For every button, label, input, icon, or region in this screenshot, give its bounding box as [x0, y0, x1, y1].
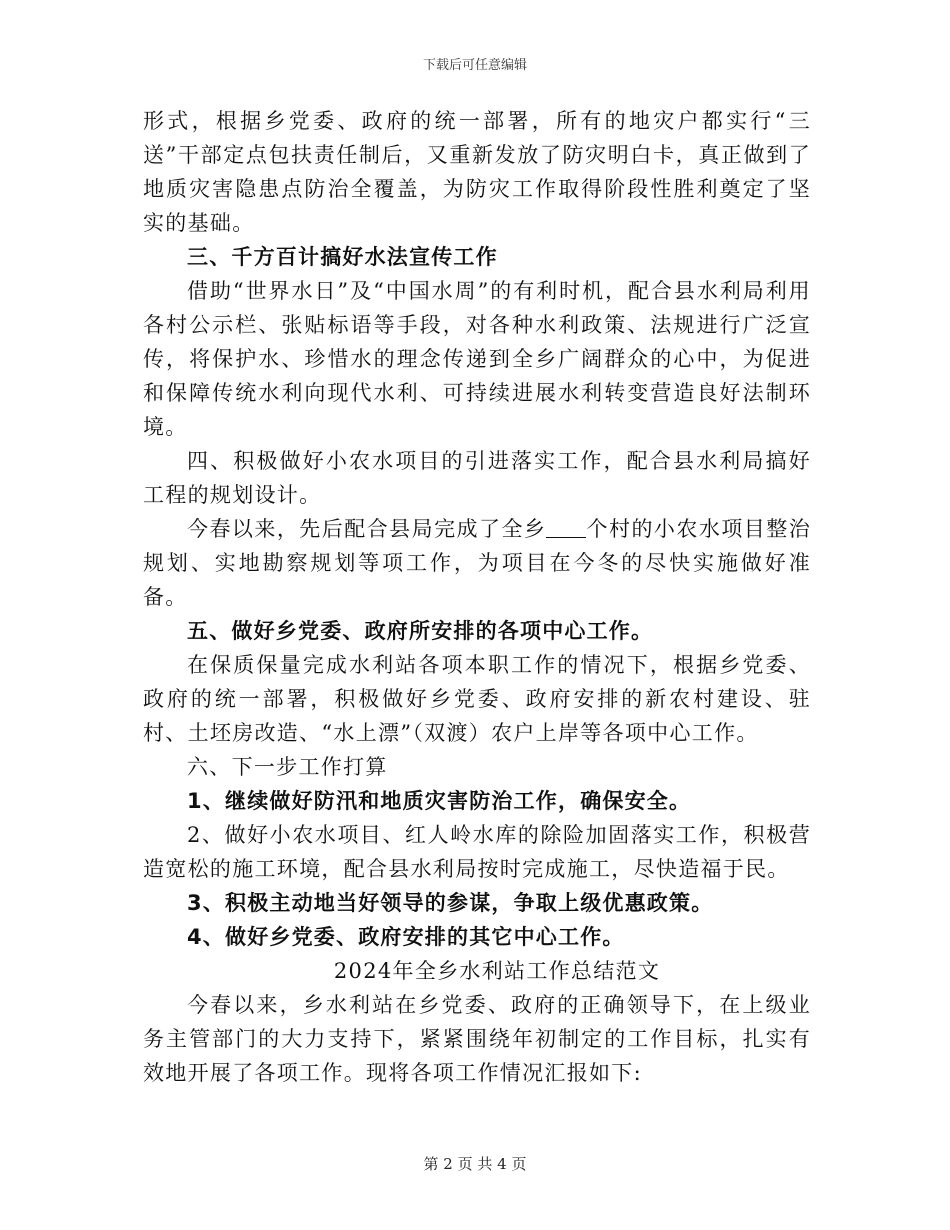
page-header-note: 下载后可任意编辑: [422, 58, 527, 73]
document-body: [143, 104, 811, 1090]
page-number: 第 2 页 共 4 页: [423, 1155, 527, 1173]
paragraph-introduction: 今春以来，乡水利站在乡党委、政府的正确领导下，在上级业务主管部门的大力支持下，紧紧围绕年初制定的工作目标，扎实有效地开展了各项工作。现将各项工作情况汇报如下:: [143, 993, 811, 1085]
village-planning-text-end: 个村的小农水项目整治规划、实地勘察规划等项工作，为项目在今冬的尽快实施做好准备。: [143, 517, 812, 609]
paragraph-disaster-prevention: 形式，根据乡党委、政府的统一部署，所有的地灾户都实行“三送”干部定点包扶责任制后，又重新发放了防灾明白卡，真正做到了地质灾害隐患点防治全覆盖，为防灾工作取得阶段性胜利奠定了坚实的基础。: [143, 109, 811, 235]
paragraph-central-work: 在保质保量完成水利站各项本职工作的情况下，根据乡党委、政府的统一部署，积极做好乡党委、政府安排的新农村建设、驻村、土坯房改造、“水上漂”（双渡）农户上岸等各项中心工作。: [143, 653, 811, 745]
plan-item-4: 4、做好乡党委、政府安排的其它中心工作。: [187, 925, 625, 949]
section-heading-central-work: 五、做好乡党委、政府所安排的各项中心工作。: [187, 619, 654, 643]
plan-item-1: 1、继续做好防汛和地质灾害防治工作，确保安全。: [187, 789, 692, 813]
paragraph-farmland-project: 四、积极做好小农水项目的引进落实工作，配合县水利局搞好工程的规划设计。: [143, 449, 811, 507]
village-planning-text-start: 今春以来，先后配合县局完成了全乡: [187, 517, 547, 541]
document-title: 2024年全乡水利站工作总结范文: [333, 959, 661, 983]
paragraph-water-law-publicity: 借助“世界水日”及“中国水周”的有利时机，配合县水利局利用各村公示栏、张贴标语等手段，对各种水利政策、法规进行广泛宣传，将保护水、珍惜水的理念传递到全乡广阔群众的心中，为促进和保障传统水利向现代水利、可持续进展水利转变营造良好法制环境。: [143, 279, 811, 439]
section-heading-next-plan: 六、下一步工作打算: [187, 755, 388, 779]
plan-item-3: 3、积极主动地当好领导的参谋，争取上级优惠政策。: [187, 891, 714, 915]
blank-fill-line: [546, 517, 586, 538]
paragraph-village-planning: [143, 512, 811, 614]
plan-item-2: 2、做好小农水项目、红人岭水库的除险加固落实工作，积极营造宽松的施工环境，配合县水利局按时完成施工，尽快造福于民。: [143, 823, 811, 881]
section-heading-water-law: 三、千方百计搞好水法宣传工作: [187, 245, 498, 269]
